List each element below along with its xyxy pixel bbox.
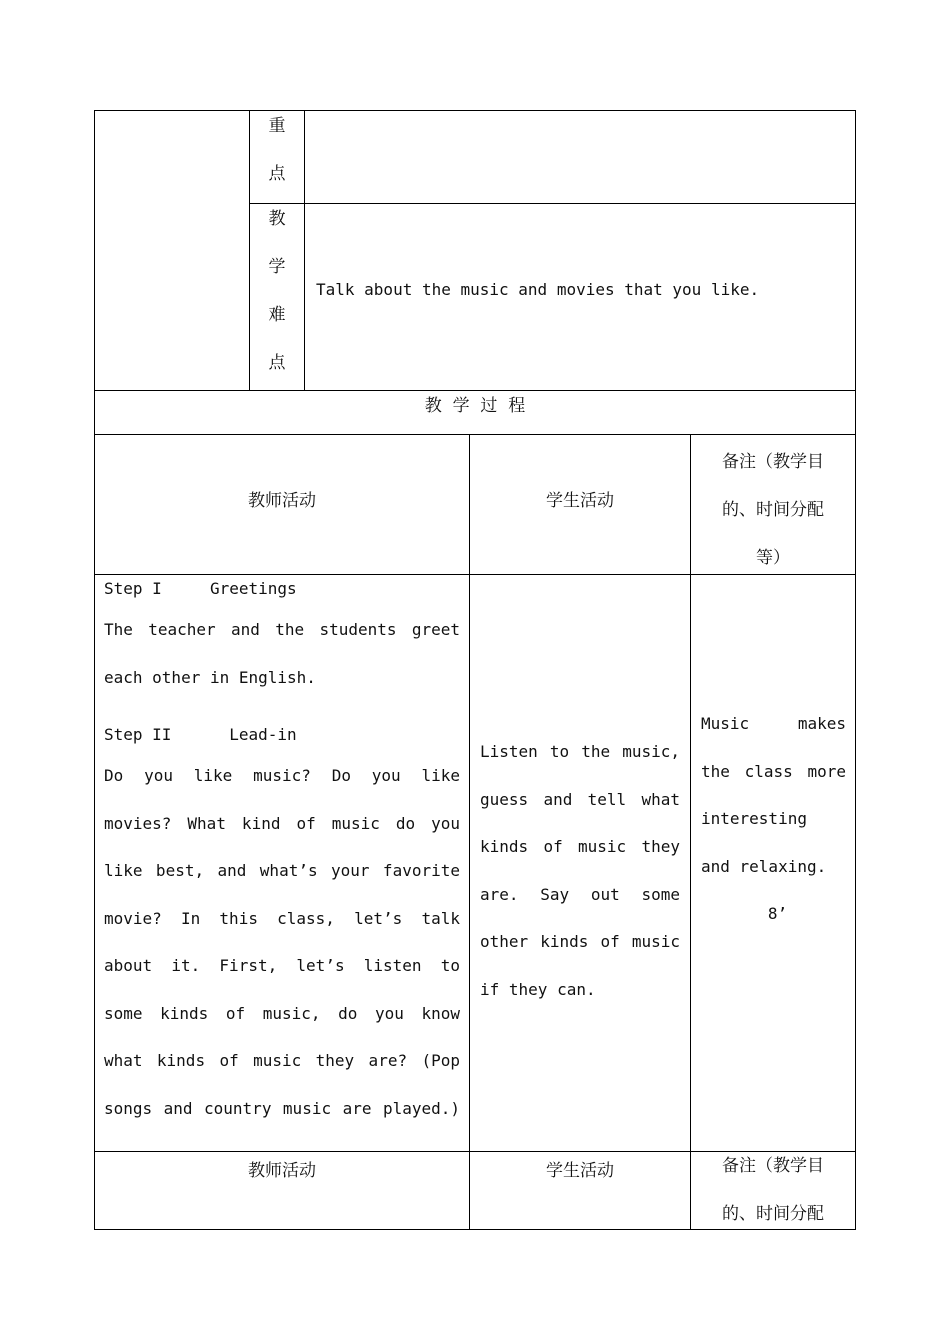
notes-header-line: 的、时间分配 <box>722 1204 824 1224</box>
step1-title: Step I Greetings <box>104 579 297 598</box>
teacher-activity-header-repeat: 教师活动 <box>248 1161 316 1181</box>
key-points-label <box>250 113 304 209</box>
text-line: guess and tell what <box>480 789 680 809</box>
divider <box>249 203 856 204</box>
text-line: Music makes <box>701 714 846 733</box>
divider <box>469 434 470 1230</box>
text-line: interesting <box>701 809 807 828</box>
notes-header-line: 备注（教学目 <box>722 1156 824 1176</box>
notes-content <box>701 700 846 938</box>
text-line: what kinds of music they are? (Pop <box>104 1051 460 1070</box>
text-line: about it. First, let’s listen to <box>104 956 460 975</box>
difficulty-label <box>250 206 304 398</box>
text-line: kinds of music they <box>480 837 680 856</box>
text-line: the class more <box>701 761 846 781</box>
teacher-activity-content <box>104 578 460 1132</box>
text-line: movie? In this class, let’s talk <box>104 908 460 928</box>
text-line: movies? What kind of music do you <box>104 813 460 833</box>
label-char: 教 <box>268 209 286 229</box>
text-line: other kinds of music <box>480 932 680 951</box>
text-line: The teacher and the students greet <box>104 620 460 639</box>
table-border-top <box>94 110 856 111</box>
text-line: and relaxing. <box>701 856 827 876</box>
student-activity-header: 学生活动 <box>546 491 614 511</box>
text-line: some kinds of music, do you know <box>104 1003 460 1023</box>
label-char: 点 <box>268 353 286 373</box>
difficulty-content: Talk about the music and movies that you like. <box>316 280 760 299</box>
label-char: 重 <box>268 116 286 136</box>
text-line: Do you like music? Do you like <box>104 766 460 785</box>
label-char: 难 <box>268 305 286 325</box>
notes-header-line: 备注（教学目 <box>722 452 824 472</box>
divider <box>94 434 856 435</box>
process-heading: 教 学 过 程 <box>424 396 526 416</box>
text-line: like best, and what’s your favorite <box>104 861 460 880</box>
label-char: 学 <box>268 257 286 277</box>
text-line: are. Say out some <box>480 884 680 904</box>
text-line: if they can. <box>480 979 596 999</box>
student-activity-header-repeat: 学生活动 <box>546 1161 614 1181</box>
notes-header <box>691 438 855 582</box>
text-line: songs and country music are played.) <box>104 1098 460 1118</box>
table-border-left <box>94 110 95 1230</box>
divider <box>304 110 305 390</box>
notes-header-line: 的、时间分配 <box>722 500 824 520</box>
divider <box>94 390 856 391</box>
notes-header-repeat <box>691 1142 855 1238</box>
step2-title: Step II Lead-in <box>104 725 297 744</box>
table-border-right <box>855 110 856 1230</box>
notes-header-line: 等） <box>756 548 790 568</box>
time-allocation: 8’ <box>767 904 788 923</box>
teacher-activity-header: 教师活动 <box>248 491 316 511</box>
student-activity-content <box>480 728 680 1013</box>
text-line: each other in English. <box>104 668 316 687</box>
label-char: 点 <box>268 164 286 184</box>
text-line: Listen to the music, <box>480 742 680 761</box>
